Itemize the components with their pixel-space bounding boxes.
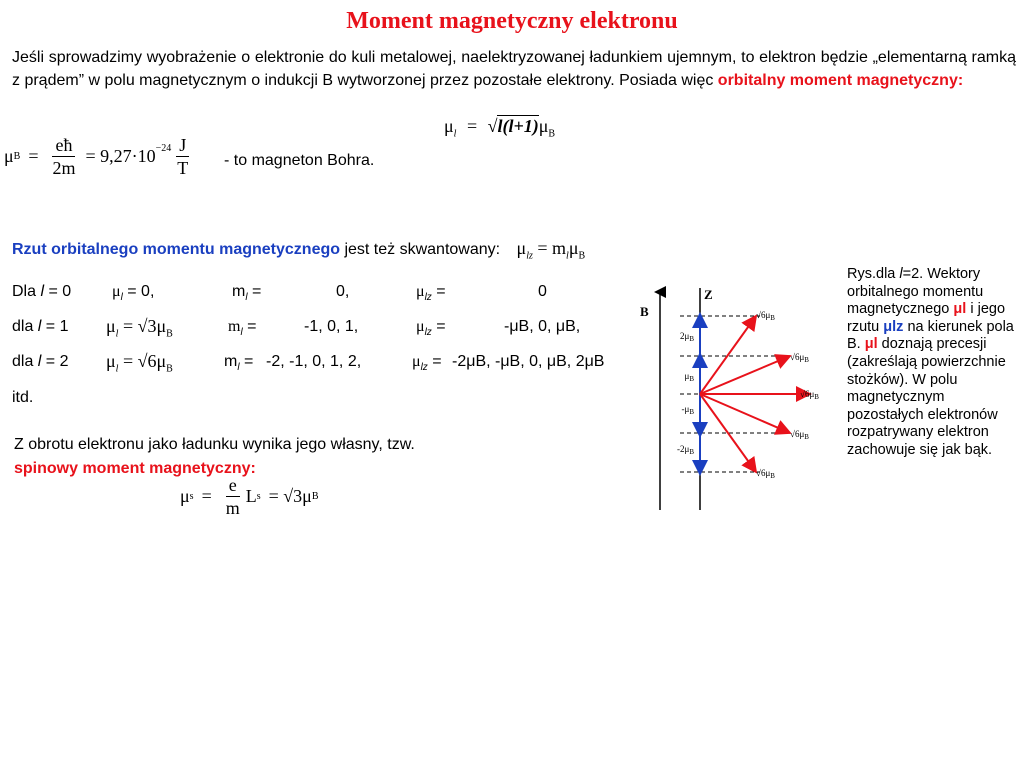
row-l2-mu: $\mu_l = √6\mu_B$: [106, 351, 173, 375]
row-l1-mzval: -μB, 0, μB,: [504, 318, 581, 335]
row-l1-mz: $\mu_{lz}$ =: [416, 318, 446, 339]
row-l1-m: $m_l$ =: [228, 318, 257, 339]
radicand: l(l+1): [497, 116, 539, 136]
row-l0-m: $m_l$ =: [232, 283, 262, 304]
formula-projection: $\mu_{lz} = m_l\mu_B$: [516, 238, 586, 262]
row-l2-mz: $\mu_{lz}$ =: [412, 353, 442, 374]
vector-label: $√6\mu_B$: [790, 429, 809, 441]
b-axis-label: B: [640, 304, 649, 319]
projection-label: $\mu_B$: [684, 371, 694, 383]
projection-labels: [677, 331, 694, 456]
formula-spin-moment: μ s = $\frac{e}{m}$ L s = √3μ B: [180, 475, 319, 518]
projection-label: $2\mu_B$: [680, 331, 694, 343]
intro-text: Jeśli sprowadzimy wyobrażenie o elektronie do kuli metalowej, naelektryzowanej ładunkiem ujemnym, to elektron będzie „elementarną ramką z prądem” w polu magnetycznym o indukcji B wytworzonej przez pozostałe elektrony. Posiada więc: [12, 49, 1016, 89]
page-title: Moment magnetyczny elektronu: [346, 8, 678, 34]
intro-paragraph: [12, 46, 1016, 92]
row-l0-mzval: 0: [538, 283, 547, 300]
row-l2-mval: -2, -1, 0, 1, 2,: [266, 353, 362, 370]
row-l0-mu: $\mu_l = 0$,: [112, 283, 155, 304]
spin-highlight: spinowy moment magnetyczny:: [14, 460, 256, 477]
bohr-note: - to magneton Bohra.: [224, 152, 375, 169]
formula-bohr-magneton: μ B = $\frac{eħ}{2m}$ = 9,27·10 $^{-24}$ $\frac{J}{T}$: [4, 135, 189, 178]
row-l0: Dla l = 0: [12, 283, 72, 300]
vector-label: $√6\mu_B$: [800, 389, 819, 401]
row-l2-mzval: -2μB, -μB, 0, μB, 2μB: [452, 353, 605, 370]
projection-line: Rzut orbitalnego momentu magnetycznego jest też skwantowany: $\mu_{lz} = m_l\mu_B$: [12, 238, 586, 262]
formula-orbital-moment: $\mu_l = √l(l+1)\mu_B$: [444, 116, 556, 140]
row-l1-mu: $\mu_l = √3\mu_B$: [106, 316, 173, 340]
precession-diagram: [620, 280, 840, 515]
itd-text: itd.: [12, 389, 34, 406]
projection-label: $-2\mu_B$: [677, 444, 694, 456]
row-l1-mval: -1, 0, 1,: [304, 318, 359, 335]
z-axis-label: Z: [704, 287, 713, 302]
intro-highlight: orbitalny moment magnetyczny:: [717, 72, 964, 89]
row-l1: dla l = 1: [12, 318, 69, 335]
figure-caption: Rys.dla l=2. Wektory orbitalnego momentu magnetycznego μl i jego rzutu μlz na kierunek pola B. μl doznają precesji (zakreślają powierzchnie stożków). W polu magnetycznym pozostałych elektronów rozpatrywany elektron zachowuje się jak bąk.: [847, 266, 1014, 458]
vector-label: $√6\mu_B$: [756, 310, 775, 322]
spin-text: Z obrotu elektronu jako ładunku wynika jego własny, tzw.: [14, 436, 415, 453]
row-l2-m: $m_l$ =: [224, 353, 254, 374]
row-l2: dla l = 2: [12, 353, 69, 370]
vector-label: $√6\mu_B$: [790, 352, 809, 364]
projection-label: $-\mu_B$: [681, 404, 694, 416]
row-l0-mz: $\mu_{lz}$ =: [416, 283, 446, 304]
row-l0-mval: 0,: [336, 283, 350, 300]
moment-vectors: [700, 316, 810, 472]
vector-label: $√6\mu_B$: [756, 468, 775, 480]
